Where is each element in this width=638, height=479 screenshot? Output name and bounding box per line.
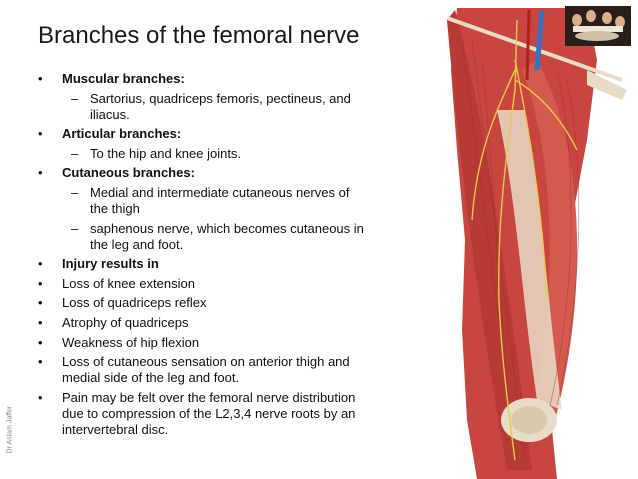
bullet-item: [38, 354, 368, 386]
bullet-marker: •: [38, 389, 43, 405]
bullet-item: [38, 71, 368, 87]
bullet-text: Injury results in: [62, 256, 159, 272]
bullet-marker: •: [38, 314, 43, 330]
bullet-item: [38, 315, 368, 331]
author-credit: Dr Aslam Jaffer: [6, 405, 14, 454]
bullet-text: Weakness of hip flexion: [62, 334, 200, 350]
thigh-anatomy-illustration: [437, 0, 638, 479]
sub-bullet-item: [38, 221, 368, 253]
bullet-text: Loss of cutaneous sensation on anterior thigh and medial side of the leg and foot.: [62, 354, 350, 386]
bullet-list: [38, 71, 368, 441]
bullet-text: Loss of knee extension: [62, 275, 195, 291]
bullet-item: [38, 165, 368, 181]
bullet-item: [38, 256, 368, 272]
bullet-marker: •: [38, 165, 43, 181]
sub-bullet-text: Medial and intermediate cutaneous nerves of the thigh: [90, 184, 350, 216]
femoral-artery: [527, 10, 529, 80]
bullet-item: [38, 126, 368, 142]
dissection-painting-thumbnail: [565, 6, 631, 46]
sub-bullet-text: To the hip and knee joints.: [90, 145, 242, 161]
bullet-text: Cutaneous branches:: [62, 165, 195, 181]
dash-marker: –: [71, 184, 79, 200]
dash-marker: –: [71, 220, 79, 236]
bullet-text: Articular branches:: [62, 126, 182, 142]
sub-bullet-item: [38, 91, 368, 123]
sub-bullet-item: [38, 146, 368, 162]
bullet-marker: •: [38, 354, 43, 370]
sub-bullet-item: [38, 185, 368, 217]
dash-marker: –: [71, 145, 79, 161]
bullet-marker: •: [38, 256, 43, 272]
bullet-item: [38, 335, 368, 351]
bullet-marker: •: [38, 295, 43, 311]
bullet-item: [38, 295, 368, 311]
slide-title: Branches of the femoral nerve: [38, 22, 360, 49]
bullet-marker: •: [38, 126, 43, 142]
sub-bullet-text: saphenous nerve, which becomes cutaneous in the leg and foot.: [90, 220, 364, 252]
bullet-marker: •: [38, 275, 43, 291]
bullet-text: Loss of quadriceps reflex: [62, 295, 207, 311]
bullet-text: Atrophy of quadriceps: [62, 314, 189, 330]
bullet-marker: •: [38, 334, 43, 350]
bullet-item: [38, 390, 368, 438]
bullet-item: [38, 276, 368, 292]
bullet-text: Muscular branches:: [62, 71, 185, 86]
bullet-text: Pain may be felt over the femoral nerve distribution due to compression of the L2,3,4 nerve roots by an intervertebral disc.: [62, 389, 356, 437]
sub-bullet-text: Sartorius, quadriceps femoris, pectineus, and iliacus.: [90, 90, 351, 122]
dash-marker: –: [71, 90, 79, 106]
bullet-marker: •: [38, 71, 43, 86]
